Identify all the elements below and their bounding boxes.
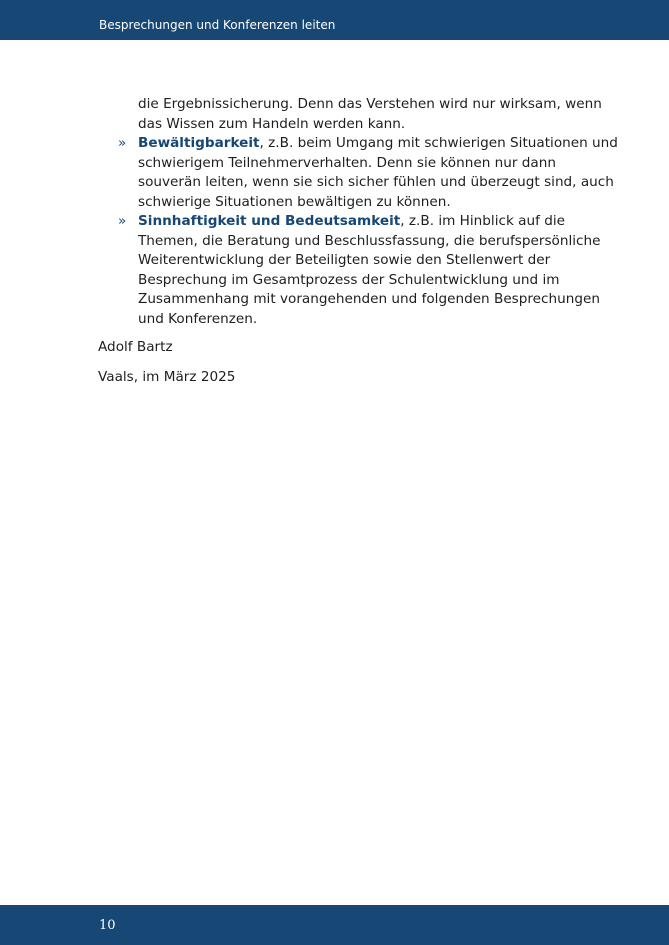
page-footer [0,905,669,945]
running-title: Besprechungen und Konferenzen leiten [99,18,336,32]
place-date: Vaals, im März 2025 [98,368,236,385]
page-number: 10 [99,918,116,933]
author-signature: Adolf Bartz [98,339,173,355]
bullet-text: , z.B. beim Umgang mit schwierigen Situationen und schwierigem Teilnehmerverhalten. Denn sie können nur dann souverän leiten, wenn sie sich sicher fühlen und überzeugt sind, auch schwierige Situationen bewältigen zu können. [138,135,618,210]
bullet-term: Sinnhaftigkeit und Bedeutsamkeit [138,213,401,229]
page-body [98,95,618,387]
bullet-item [98,212,618,329]
bullet-text: , z.B. im Hinblick auf die Themen, die Beratung und Beschlussfassung, die berufspersönliche Weiterentwicklung der Beteiligten sowie den Stellenwert der Besprechung im Gesamtprozess der Schulentwicklung und im Zusammenhang mit vorangehenden und folgenden Besprechungen und Konferenzen. [138,213,601,327]
bullet-item [98,134,618,212]
guillemet-bullet-icon: » [118,135,127,151]
page-header [0,0,669,40]
continued-paragraph: die Ergebnissicherung. Denn das Verstehen wird nur wirksam, wenn das Wissen zum Handeln werden kann. [138,96,602,132]
guillemet-bullet-icon: » [118,213,127,229]
bullet-term: Bewältigbarkeit [138,135,260,151]
